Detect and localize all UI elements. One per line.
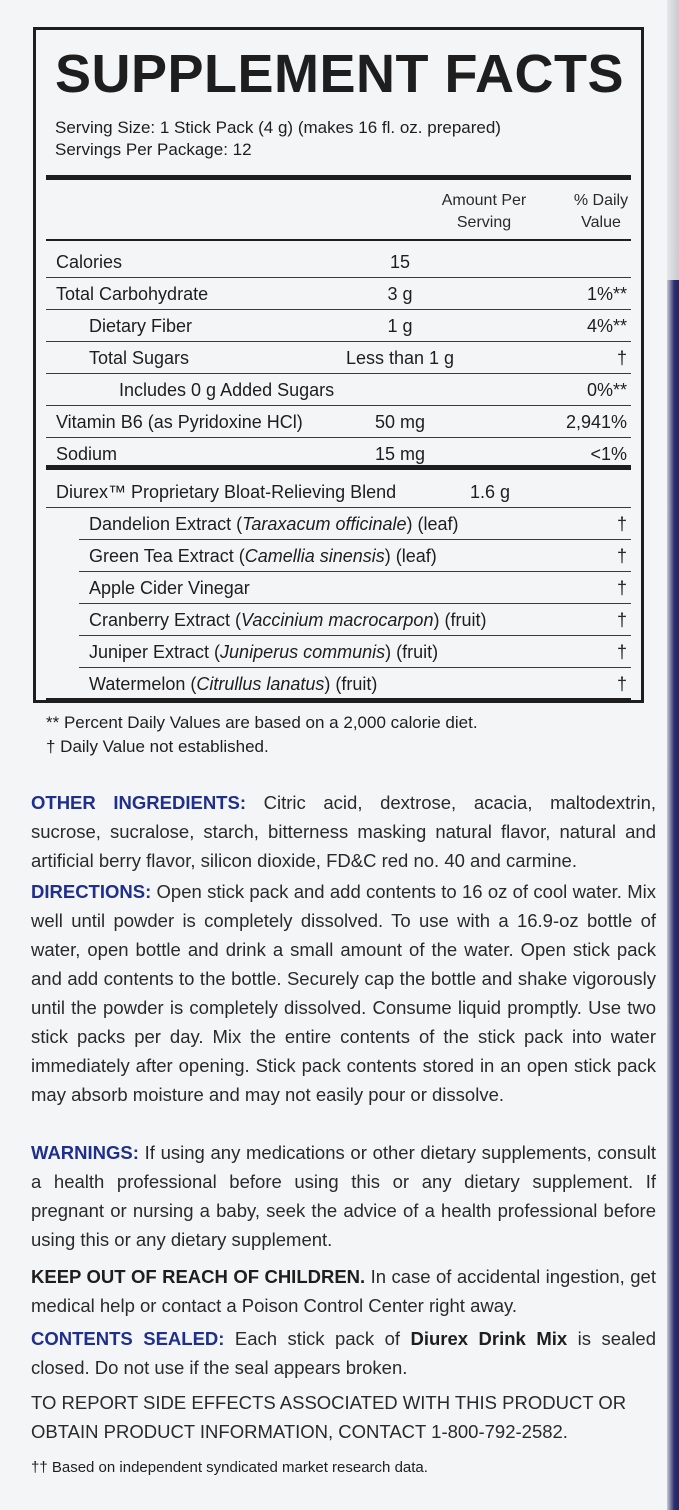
blend-ingredient-row [79,540,631,572]
other-ingredients-text: Citric acid, dextrose, acacia, maltodextrin, sucrose, sucralose, starch, bitterness masking natural flavor, natural and artificial berry flavor, silicon dioxide, FD&C red no. 40 and carmine. [31,792,656,871]
keep-out-of-reach [31,1262,656,1320]
nutrient-amount: 3 g [387,284,413,304]
servings-per-package: Servings Per Package: 12 [55,140,252,159]
blend-ingredient-name: Apple Cider Vinegar [89,578,250,598]
directions [31,877,656,1109]
blend-divider [46,465,631,470]
blend-header-row [46,476,631,508]
directions-text: Open stick pack and add contents to 16 oz of cool water. Mix well until powder is completely dissolved. To use with a 16.9-oz bottle of water, open bottle and drink a small amount of the water. Open stick pack and add contents to the bottle. Securely cap the bottle and shake vigorously until the powder is completely dissolved. Consume liquid promptly. Use two stick packs per day. Mix the entire contents of the stick pack into water immediately after opening. Stick pack contents stored in an open stick pack may absorb moisture and may not easily pour or dissolve. [31,881,656,1105]
blend-ingredient-name: Dandelion Extract (Taraxacum officinale) (leaf) [89,514,459,534]
nutrient-name: Total Carbohydrate [56,284,209,304]
directions-label: DIRECTIONS: [31,881,152,902]
nutrient-row [46,374,631,406]
header-amount: Amount Per Serving [441,192,527,231]
product-name: Diurex Drink Mix [410,1328,568,1349]
nutrient-row [46,278,631,310]
blend-ingredient-name: Green Tea Extract (Camellia sinensis) (leaf) [89,546,437,566]
other-ingredients-label: OTHER INGREDIENTS: [31,792,246,813]
nutrient-row [46,246,631,278]
header-daily-value: % Daily Value [573,192,629,231]
latin-name: Camellia sinensis [244,546,385,566]
footnote-percent: ** Percent Daily Values are based on a 2,000 calorie diet. [46,713,478,732]
footnote-dagger: † Daily Value not established. [46,737,269,756]
nutrient-daily-value: 0%** [586,380,627,400]
blend-ingredient-row [79,636,631,668]
blend-daily-value: † [616,642,627,662]
latin-name: Taraxacum officinale [242,514,407,534]
nutrient-daily-value: 1%** [586,284,627,304]
latin-name: Vaccinium macrocarpon [241,610,434,630]
package-edge-blue [667,280,679,1510]
blend-ingredient-row [79,508,631,540]
nutrient-amount: Less than 1 g [345,348,455,368]
nutrient-name: Total Sugars [89,348,190,368]
blend-daily-value: † [616,610,627,630]
package-edge [667,0,679,280]
blend-daily-value: † [616,674,627,694]
market-research-note: †† Based on independent syndicated market research data. [31,1459,428,1476]
nutrient-name: Sodium [56,444,118,464]
blend-name: Diurex™ Proprietary Bloat-Relieving Blend [56,482,397,502]
blend-daily-value: † [616,578,627,598]
nutrient-name: Vitamin B6 (as Pyridoxine HCl) [56,412,303,432]
supplement-facts-panel [33,27,644,703]
nutrient-amount: 15 mg [374,444,426,464]
warnings-label: WARNINGS: [31,1142,139,1163]
contents-sealed: CONTENTS SEALED: Each stick pack of Diurex Drink Mix is sealed closed. Do not use if the seal appears broken. [31,1328,657,1378]
blend-ingredient-row [79,572,631,604]
nutrient-name: Includes 0 g Added Sugars [119,380,335,400]
blend-ingredient-name: Watermelon (Citrullus lanatus) (fruit) [89,674,378,694]
latin-name: Juniperus communis [220,642,386,662]
nutrient-amount: 1 g [387,316,413,336]
nutrient-amount: 50 mg [374,412,426,432]
header-divider [46,239,631,241]
keep-out-label: KEEP OUT OF REACH OF CHILDREN. [31,1266,366,1287]
nutrient-row [46,310,631,342]
nutrient-daily-value: 2,941% [565,412,627,432]
serving-size: Serving Size: 1 Stick Pack (4 g) (makes 16 fl. oz. prepared) [55,118,501,137]
other-ingredients [31,788,656,875]
report-side-effects: TO REPORT SIDE EFFECTS ASSOCIATED WITH THIS PRODUCT OR OBTAIN PRODUCT INFORMATION, CONTACT 1-800-792-2582. [31,1392,627,1442]
facts-title: SUPPLEMENT FACTS [55,44,625,104]
nutrient-daily-value: 4%** [586,316,627,336]
nutrient-daily-value: † [616,348,627,368]
contents-sealed-label: CONTENTS SEALED: [31,1328,225,1349]
blend-daily-value: † [616,514,627,534]
warnings [31,1138,656,1254]
keep-out-text: In case of accidental ingestion, get medical help or contact a Poison Control Center right away. [31,1266,656,1316]
serving-info [55,117,501,161]
blend-ingredient-row [79,668,631,700]
bottom-divider [46,698,631,703]
nutrient-daily-value: <1% [590,444,627,464]
blend-ingredient-name: Juniper Extract (Juniperus communis) (fruit) [89,642,439,662]
blend-ingredient-row [79,604,631,636]
nutrient-amount: 15 [389,252,411,272]
nutrient-name: Dietary Fiber [89,316,193,336]
blend-ingredient-name: Cranberry Extract (Vaccinium macrocarpon) (fruit) [89,610,487,630]
blend-amount: 1.6 g [470,482,511,502]
blend-daily-value: † [616,546,627,566]
warnings-text: If using any medications or other dietary supplements, consult a health professional before using this or any dietary supplement. If pregnant or nursing a baby, seek the advice of a health professional before using this or any dietary supplement. [31,1142,656,1250]
nutrient-name: Calories [56,252,123,272]
nutrient-row [46,406,631,438]
nutrient-row [46,342,631,374]
thick-divider [46,175,631,180]
latin-name: Citrullus lanatus [196,674,325,694]
